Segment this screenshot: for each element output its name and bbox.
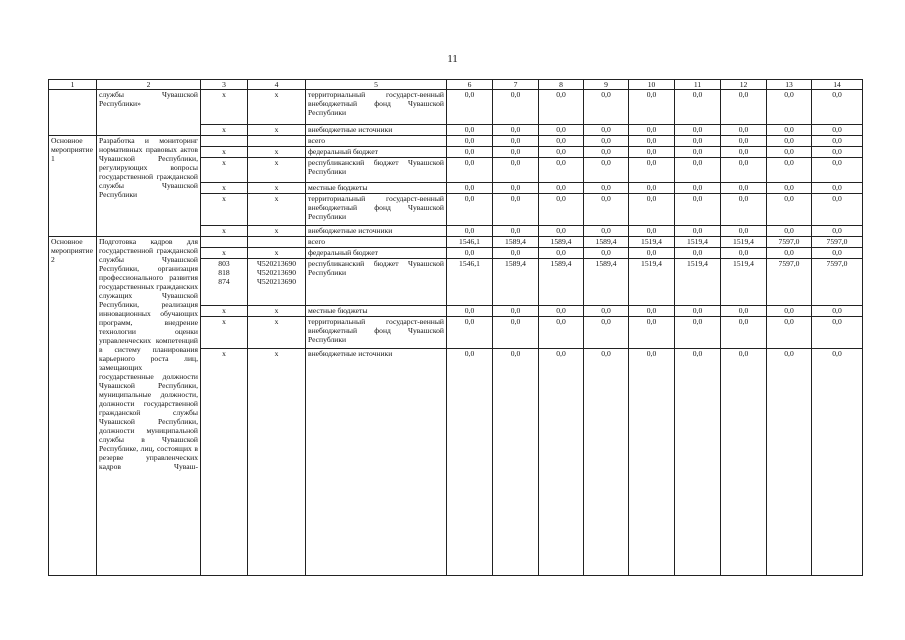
value-cell: 0,0: [584, 317, 629, 349]
value-cell: 0,0: [812, 248, 863, 259]
value-cell: 0,0: [447, 317, 493, 349]
col-header: 11: [675, 80, 721, 90]
value-cell: 0,0: [767, 317, 812, 349]
value-cell: 7597,0: [767, 237, 812, 248]
csr-code-cell: Ч520213690 Ч520213690 Ч520213690: [248, 259, 306, 306]
value-cell: 0,0: [767, 158, 812, 183]
program-cell: Основное мероприятие 1: [49, 136, 97, 237]
gr-code-cell: х: [201, 226, 248, 237]
col-header: 4: [248, 80, 306, 90]
value-cell: 0,0: [629, 90, 675, 125]
value-cell: 0,0: [584, 248, 629, 259]
value-cell: 0,0: [812, 317, 863, 349]
gr-code-cell: х: [201, 158, 248, 183]
value-cell: 1546,1: [447, 259, 493, 306]
value-cell: 7597,0: [767, 259, 812, 306]
event-name-cell: Разработка и мониторинг нормативных правовых актов Чувашской Республики, регулирующих вопросы государственной гражданской службы Чувашской Республики: [97, 136, 201, 237]
csr-code-cell: х: [248, 306, 306, 317]
value-cell: 0,0: [539, 183, 584, 194]
source-cell: территориальный государст-венный внебюджетный фонд Чувашской Республики: [306, 90, 447, 125]
value-cell: 0,0: [493, 158, 539, 183]
source-cell: федеральный бюджет: [306, 147, 447, 158]
value-cell: 1519,4: [675, 237, 721, 248]
value-cell: 0,0: [675, 226, 721, 237]
gr-code-cell: х: [201, 317, 248, 349]
source-cell: местные бюджеты: [306, 306, 447, 317]
value-cell: 0,0: [675, 349, 721, 576]
csr-code-cell: [248, 237, 306, 248]
value-cell: 1546,1: [447, 237, 493, 248]
value-cell: 0,0: [629, 136, 675, 147]
value-cell: 0,0: [584, 349, 629, 576]
value-cell: 0,0: [767, 306, 812, 317]
value-cell: 0,0: [675, 248, 721, 259]
source-cell: республиканский бюджет Чувашской Республики: [306, 158, 447, 183]
value-cell: 0,0: [447, 306, 493, 317]
value-cell: 0,0: [812, 306, 863, 317]
value-cell: 0,0: [812, 226, 863, 237]
value-cell: 0,0: [629, 125, 675, 136]
col-header: 10: [629, 80, 675, 90]
value-cell: 0,0: [675, 317, 721, 349]
value-cell: 0,0: [493, 349, 539, 576]
value-cell: 7597,0: [812, 237, 863, 248]
value-cell: 0,0: [584, 226, 629, 237]
value-cell: 0,0: [539, 125, 584, 136]
col-header: 2: [97, 80, 201, 90]
source-cell: внебюджетные источники: [306, 349, 447, 576]
table-row: [49, 136, 863, 147]
value-cell: 0,0: [584, 147, 629, 158]
value-cell: 0,0: [447, 248, 493, 259]
value-cell: 0,0: [812, 136, 863, 147]
event-name-cell: службы Чувашской Республики»: [97, 90, 201, 136]
value-cell: 0,0: [721, 248, 767, 259]
value-cell: 7597,0: [812, 259, 863, 306]
value-cell: 0,0: [539, 147, 584, 158]
col-header: 6: [447, 80, 493, 90]
value-cell: 0,0: [539, 194, 584, 226]
value-cell: 0,0: [812, 349, 863, 576]
csr-code-cell: [248, 136, 306, 147]
source-cell: внебюджетные источники: [306, 125, 447, 136]
value-cell: 1589,4: [493, 259, 539, 306]
source-cell: местные бюджеты: [306, 183, 447, 194]
value-cell: 0,0: [493, 248, 539, 259]
csr-code-cell: х: [248, 90, 306, 125]
value-cell: 0,0: [675, 194, 721, 226]
program-cell: [49, 90, 97, 136]
value-cell: 0,0: [493, 90, 539, 125]
source-cell: территориальный государст-венный внебюджетный фонд Чувашской Республики: [306, 194, 447, 226]
page-number: 11: [447, 53, 458, 65]
value-cell: 0,0: [447, 147, 493, 158]
value-cell: 0,0: [539, 248, 584, 259]
value-cell: 0,0: [721, 90, 767, 125]
value-cell: 0,0: [767, 183, 812, 194]
csr-code-cell: х: [248, 158, 306, 183]
value-cell: 0,0: [493, 226, 539, 237]
value-cell: 0,0: [493, 147, 539, 158]
gr-code-cell: х: [201, 90, 248, 125]
col-header: 9: [584, 80, 629, 90]
table-row: [49, 90, 863, 125]
value-cell: 1589,4: [584, 237, 629, 248]
gr-code-cell: [201, 237, 248, 248]
value-cell: 1519,4: [721, 237, 767, 248]
value-cell: 0,0: [447, 194, 493, 226]
column-number-row: [49, 80, 863, 90]
value-cell: 0,0: [675, 183, 721, 194]
csr-code-cell: х: [248, 226, 306, 237]
value-cell: 1589,4: [539, 259, 584, 306]
source-cell: всего: [306, 237, 447, 248]
budget-table: [48, 79, 863, 576]
value-cell: 0,0: [493, 317, 539, 349]
value-cell: 0,0: [493, 306, 539, 317]
value-cell: 0,0: [539, 158, 584, 183]
source-cell: федеральный бюджет: [306, 248, 447, 259]
value-cell: 0,0: [675, 125, 721, 136]
value-cell: 0,0: [584, 194, 629, 226]
value-cell: 0,0: [539, 306, 584, 317]
value-cell: 0,0: [539, 349, 584, 576]
value-cell: 0,0: [767, 349, 812, 576]
csr-code-cell: х: [248, 248, 306, 259]
value-cell: 0,0: [629, 147, 675, 158]
gr-code-cell: х: [201, 306, 248, 317]
value-cell: 0,0: [721, 147, 767, 158]
csr-code-cell: х: [248, 183, 306, 194]
table-row: [49, 237, 863, 248]
value-cell: 0,0: [629, 306, 675, 317]
value-cell: 0,0: [675, 90, 721, 125]
value-cell: 0,0: [629, 248, 675, 259]
value-cell: 1519,4: [629, 259, 675, 306]
value-cell: 0,0: [721, 306, 767, 317]
value-cell: 1519,4: [721, 259, 767, 306]
gr-code-cell: х: [201, 248, 248, 259]
value-cell: 0,0: [447, 125, 493, 136]
value-cell: 1589,4: [493, 237, 539, 248]
col-header: 12: [721, 80, 767, 90]
value-cell: 0,0: [539, 136, 584, 147]
col-header: 13: [767, 80, 812, 90]
value-cell: 0,0: [584, 183, 629, 194]
value-cell: 0,0: [629, 183, 675, 194]
value-cell: 0,0: [812, 158, 863, 183]
csr-code-cell: х: [248, 349, 306, 576]
value-cell: 0,0: [584, 136, 629, 147]
value-cell: 0,0: [767, 136, 812, 147]
value-cell: 0,0: [629, 349, 675, 576]
program-cell: Основное мероприятие 2: [49, 237, 97, 576]
value-cell: 1519,4: [675, 259, 721, 306]
csr-code-cell: х: [248, 317, 306, 349]
csr-code-cell: х: [248, 194, 306, 226]
value-cell: 0,0: [812, 125, 863, 136]
value-cell: 0,0: [584, 158, 629, 183]
value-cell: 0,0: [767, 125, 812, 136]
gr-code-cell: [201, 136, 248, 147]
value-cell: 0,0: [812, 90, 863, 125]
value-cell: 0,0: [447, 158, 493, 183]
value-cell: 0,0: [447, 226, 493, 237]
source-cell: внебюджетные источники: [306, 226, 447, 237]
gr-code-cell: 803 818 874: [201, 259, 248, 306]
value-cell: 0,0: [447, 349, 493, 576]
value-cell: 0,0: [767, 226, 812, 237]
value-cell: 0,0: [675, 306, 721, 317]
value-cell: 0,0: [493, 183, 539, 194]
col-header: 8: [539, 80, 584, 90]
value-cell: 1519,4: [629, 237, 675, 248]
col-header: 5: [306, 80, 447, 90]
gr-code-cell: х: [201, 349, 248, 576]
value-cell: 0,0: [447, 183, 493, 194]
gr-code-cell: х: [201, 125, 248, 136]
value-cell: 0,0: [675, 136, 721, 147]
value-cell: 0,0: [767, 147, 812, 158]
value-cell: 0,0: [675, 158, 721, 183]
value-cell: 0,0: [493, 125, 539, 136]
value-cell: 0,0: [812, 183, 863, 194]
value-cell: 0,0: [721, 194, 767, 226]
value-cell: 1589,4: [539, 237, 584, 248]
col-header: 3: [201, 80, 248, 90]
value-cell: 0,0: [629, 158, 675, 183]
csr-code-cell: х: [248, 125, 306, 136]
value-cell: 0,0: [767, 248, 812, 259]
value-cell: 0,0: [721, 226, 767, 237]
col-header: 7: [493, 80, 539, 90]
gr-code-cell: х: [201, 147, 248, 158]
value-cell: 0,0: [721, 349, 767, 576]
value-cell: 0,0: [721, 136, 767, 147]
col-header: 14: [812, 80, 863, 90]
value-cell: 0,0: [721, 317, 767, 349]
gr-code-cell: х: [201, 194, 248, 226]
value-cell: 0,0: [493, 136, 539, 147]
value-cell: 0,0: [721, 125, 767, 136]
value-cell: 0,0: [447, 136, 493, 147]
value-cell: 0,0: [812, 147, 863, 158]
value-cell: 0,0: [629, 317, 675, 349]
value-cell: 0,0: [629, 226, 675, 237]
value-cell: 0,0: [447, 90, 493, 125]
source-cell: республиканский бюджет Чувашской Республики: [306, 259, 447, 306]
value-cell: 1589,4: [584, 259, 629, 306]
value-cell: 0,0: [493, 194, 539, 226]
value-cell: 0,0: [584, 306, 629, 317]
col-header: 1: [49, 80, 97, 90]
value-cell: 0,0: [767, 194, 812, 226]
value-cell: 0,0: [629, 194, 675, 226]
value-cell: 0,0: [721, 158, 767, 183]
event-name-cell: Подготовка кадров для государственной гражданской службы Чувашской Республики, организация профессионального развития государственных гражданских служащих Чувашской Республики, реализация инновационных обучающих программ, внедрение технологии оценки управленческих компетенций в систему планирования карьерного роста лиц, замещающих государственные должности Чувашской Республики, муниципальные должности, должности государственной гражданской службы Чувашской Республики, должности муниципальной службы в Чувашской Республике, лиц, состоящих в резерве управленческих кадров Чуваш-: [97, 237, 201, 576]
value-cell: 0,0: [539, 90, 584, 125]
source-cell: территориальный государст-венный внебюджетный фонд Чувашской Республики: [306, 317, 447, 349]
value-cell: 0,0: [767, 90, 812, 125]
value-cell: 0,0: [812, 194, 863, 226]
source-cell: всего: [306, 136, 447, 147]
value-cell: 0,0: [584, 90, 629, 125]
value-cell: 0,0: [675, 147, 721, 158]
value-cell: 0,0: [539, 226, 584, 237]
value-cell: 0,0: [584, 125, 629, 136]
csr-code-cell: х: [248, 147, 306, 158]
value-cell: 0,0: [721, 183, 767, 194]
gr-code-cell: х: [201, 183, 248, 194]
value-cell: 0,0: [539, 317, 584, 349]
